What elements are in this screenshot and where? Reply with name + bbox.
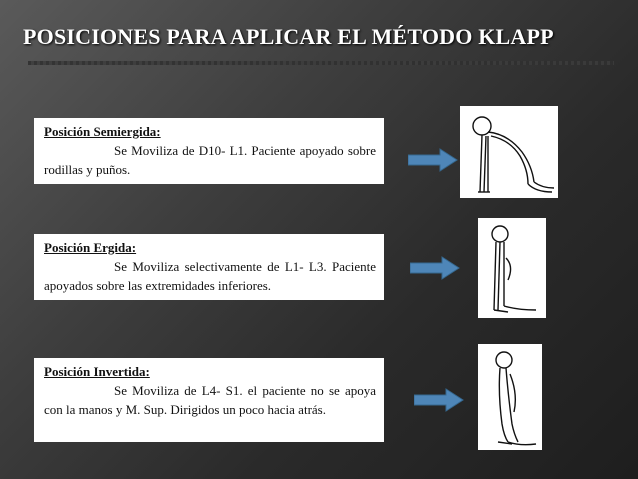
position-invertida-text: Se Moviliza de L4- S1. el paciente no se apoya con la manos y M. Sup. Dirigidos un poco hacia atrás. [44,383,376,417]
position-semiergida-card [34,118,384,184]
position-ergida-text: Se Moviliza selectivamente de L1- L3. Paciente apoyados sobre las extremidades inferiores. [44,259,376,293]
title-divider [28,61,614,65]
ergida-figure [478,218,546,318]
arrow-right-icon [414,388,464,412]
position-semiergida-text: Se Moviliza de D10- L1. Paciente apoyado sobre rodillas y puños. [44,143,376,177]
position-semiergida-label: Posición Semiergida: [44,124,161,139]
arrow-right-icon [410,256,460,280]
semiergida-figure [460,106,558,198]
kneeling-on-hands-figure-icon [460,106,558,198]
position-ergida-label: Posición Ergida: [44,240,137,255]
position-ergida-card [34,234,384,300]
invertida-figure [478,344,542,450]
kneeling-reclined-figure-icon [478,344,542,450]
kneeling-upright-figure-icon [478,218,546,318]
position-invertida-card [34,358,384,442]
slide-title: POSICIONES PARA APLICAR EL MÉTODO KLAPP [23,24,554,49]
position-invertida-label: Posición Invertida: [44,364,150,379]
arrow-right-icon [408,148,458,172]
